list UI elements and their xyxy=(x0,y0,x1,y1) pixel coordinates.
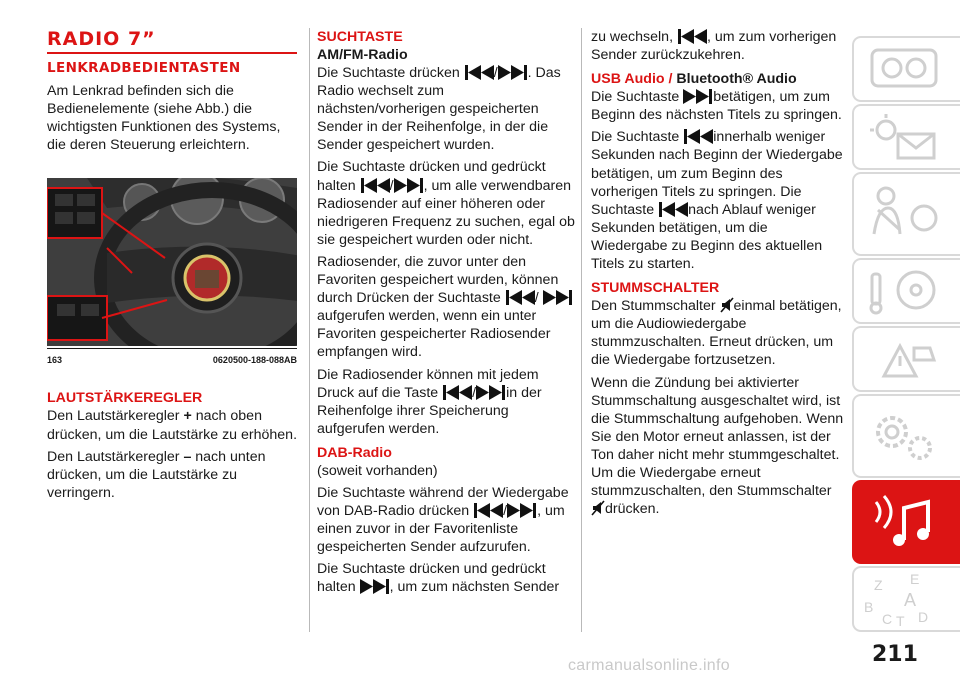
figure-code: 0620500-188-088AB xyxy=(212,355,297,366)
column-right xyxy=(591,28,844,522)
usb-bluetooth-heading: USB Audio / Bluetooth® Audio xyxy=(591,71,797,88)
seek-back-icon xyxy=(677,29,707,44)
dab-heading: DAB-Radio xyxy=(317,444,392,461)
warning-lights-icon xyxy=(854,106,954,168)
side-tab-safety[interactable] xyxy=(852,172,960,256)
car-dashboard-icon xyxy=(854,38,954,100)
seek-back-icon xyxy=(360,178,390,193)
search-paragraph-4: Die Radiosender können mit jedem Druck auf die Taste / in der Reihenfolge ihrer Speicherung aufgerufen werden. xyxy=(317,366,542,437)
seek-back-icon xyxy=(473,503,503,518)
svg-text:A: A xyxy=(904,590,917,610)
column-middle xyxy=(317,28,575,601)
volume-heading: LAUTSTÄRKEREGLER xyxy=(47,390,203,407)
volume-up-paragraph: Den Lautstärkeregler + nach oben drücken, um die Lautstärke zu erhöhen. xyxy=(47,408,298,443)
seek-forward-icon xyxy=(683,89,713,104)
volume-down-paragraph: Den Lautstärkeregler – nach unten drücken, um die Lautstärke zu verringern. xyxy=(47,448,266,501)
seek-forward-icon xyxy=(476,385,506,400)
seek-back-icon xyxy=(658,202,688,217)
intro-paragraph: Am Lenkrad befinden sich die Bedienelemente (siehe Abb.) die wichtigsten Funktionen des Systems, die deren Steuerung erleichtern. xyxy=(47,83,281,154)
svg-text:E: E xyxy=(910,571,920,587)
figure-number: 163 xyxy=(47,355,63,366)
search-paragraph-1: Die Suchtaste drücken / . Das Radio wechselt zum nächsten/vorherigen gespeicherten Sender in der Reihenfolge, in der die Sender gespeichert wurden. xyxy=(317,65,561,154)
column-left xyxy=(47,28,297,506)
steering-wheel-illustration xyxy=(47,178,297,346)
search-paragraph-6: Die Suchtaste drücken und gedrückt halten , um zum nächsten Sender xyxy=(317,561,560,596)
am-fm-heading: AM/FM-Radio xyxy=(317,47,408,63)
seek-forward-icon xyxy=(543,290,573,305)
svg-text:Z: Z xyxy=(874,577,883,593)
continued-paragraph: zu wechseln, , um zum vorherigen Sender zurückzukehren. xyxy=(591,29,837,64)
watermark: carmanualsonline.info xyxy=(568,657,730,674)
page-number: 211 xyxy=(872,642,918,667)
side-tab-dashboard[interactable] xyxy=(852,36,960,102)
search-heading: SUCHTASTE xyxy=(317,29,403,45)
svg-text:C: C xyxy=(882,611,893,627)
seek-forward-icon xyxy=(394,178,424,193)
search-paragraph-3: Radiosender, die zuvor unter den Favoriten gespeichert wurden, können durch Drücken der Suchtaste / aufgerufen werden, wenn ein unter Favoriten gespeicherter Radiosender empfangen wird. xyxy=(317,253,575,362)
emergency-triangle-icon xyxy=(854,328,954,390)
steering-wheel-icon xyxy=(854,260,954,322)
mute-paragraph-1: Den Stummschalter einmal betätigen, um die Audiowiedergabe stummzuschalten. Erneut drücken, um die Wiedergabe fortzusetzen. xyxy=(591,298,842,369)
usb-paragraph-2: Die Suchtaste innerhalb weniger Sekunden nach Beginn der Wiedergabe betätigen, um zum Beginn des vorherigen Titels zu springen. Die Suchtaste nach Ablauf weniger Sekunden betätigen, um die Wiedergabe zu Beginn des aktuellen Titels zu starten. xyxy=(591,129,843,273)
dab-note: (soweit vorhanden) xyxy=(317,462,438,479)
seek-forward-icon xyxy=(498,65,528,80)
svg-text:D: D xyxy=(918,609,929,625)
figure-caption xyxy=(47,348,297,369)
search-paragraph-5: Die Suchtaste während der Wiedergabe von DAB-Radio drücken / , um einen zuvor in der Favoritenliste gespeicherten Sender aufzurufen. xyxy=(317,484,569,556)
svg-text:B: B xyxy=(864,599,874,615)
mute-icon xyxy=(720,297,734,313)
seek-back-icon xyxy=(505,290,535,305)
side-tab-emergency[interactable] xyxy=(852,326,960,392)
safety-airbag-icon xyxy=(854,174,954,254)
index-letters-icon xyxy=(854,568,954,630)
page-title: RADIO 7” xyxy=(47,28,156,50)
seek-back-icon xyxy=(464,65,494,80)
seek-forward-icon xyxy=(507,503,537,518)
side-tab-index[interactable] xyxy=(852,566,960,632)
svg-text:T: T xyxy=(896,613,905,629)
side-tab-maintenance[interactable] xyxy=(852,394,960,478)
mute-icon xyxy=(591,500,605,516)
section-title: LENKRADBEDIENTASTEN xyxy=(47,60,241,76)
seek-forward-icon xyxy=(360,579,390,594)
seek-back-icon xyxy=(683,129,713,144)
column-divider xyxy=(309,28,310,632)
seek-back-icon xyxy=(442,385,472,400)
multimedia-icon xyxy=(854,482,954,562)
side-tab-starting[interactable] xyxy=(852,258,960,324)
maintenance-gears-icon xyxy=(854,396,954,476)
column-divider xyxy=(581,28,582,632)
mute-paragraph-2: Wenn die Zündung bei aktivierter Stummschaltung ausgeschaltet wird, ist die Stummschaltung aufgehoben. Wenn Sie den Motor erneut anlassen, ist der Ton daher nicht mehr stummgeschaltet. Um die Wiedergabe erneut stummzuschalten, den Stummschalter drücken. xyxy=(591,374,844,518)
search-paragraph-2: Die Suchtaste drücken und gedrückt halten / , um alle verwendbaren Radiosender auf einer höheren oder niedrigeren Frequenz zu suchen, egal ob sie gespeichert wurden oder nicht. xyxy=(317,159,575,248)
usb-paragraph-1: Die Suchtaste betätigen, um zum Beginn des nächsten Titels zu springen. xyxy=(591,89,842,124)
mute-heading: STUMMSCHALTER xyxy=(591,280,720,297)
side-tab-multimedia[interactable] xyxy=(852,480,960,564)
side-tab-warning-lights[interactable] xyxy=(852,104,960,170)
title-rule xyxy=(47,52,297,54)
steering-wheel-photo xyxy=(47,178,297,346)
